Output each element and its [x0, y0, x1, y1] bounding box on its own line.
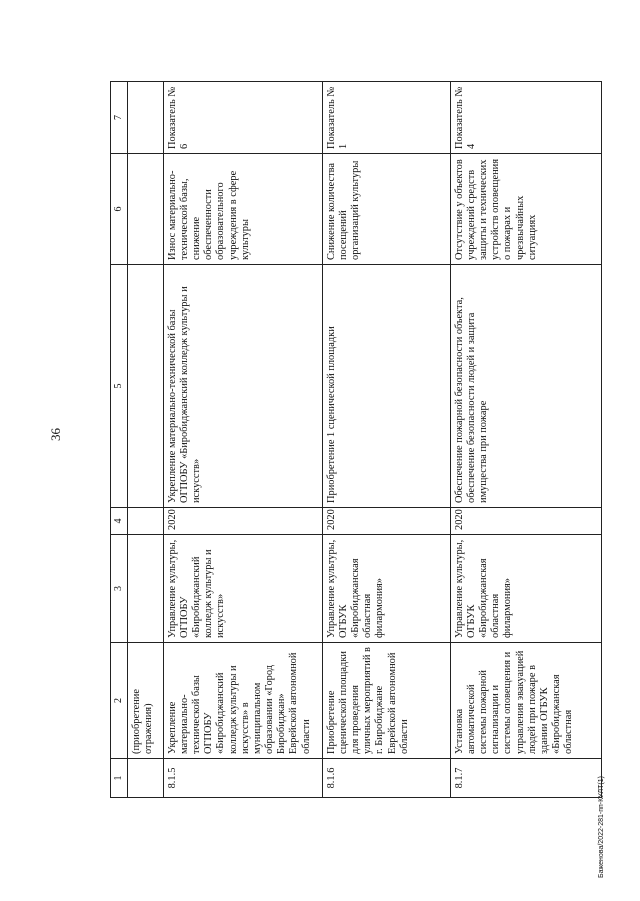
- header-row: [111, 82, 128, 798]
- consequences: Износ материально-технической базы, снижение обеспеченности образовательного учреждения в сфере культуры: [163, 154, 322, 265]
- header-cell: 7: [111, 82, 128, 154]
- continuation-row: [127, 82, 163, 798]
- header-cell: 6: [111, 154, 128, 265]
- expected-result: Укрепление материально-технической базы ОГПОБУ «Биробиджанский колледж культуры и искусств»: [163, 265, 322, 508]
- measure-name: Укрепление материально-технической базы ОГПОБУ «Биробиджанский колледж культуры и искусств» в муниципальном образовании «Город Биробиджан» Еврейской автономной области: [163, 643, 322, 759]
- indicator: Показатель № 4: [450, 82, 601, 154]
- year: 2020: [450, 508, 601, 535]
- measure-name: Приобретение сценической площадки для проведения уличных мероприятий в г. Биробиджане Еврейской автономной области: [322, 643, 450, 759]
- consequences: Отсутствие у объектов учреждений средств защиты и технических устройств оповещения о пожарах и чрезвычайных ситуациях: [450, 154, 601, 265]
- executor: Управление культуры, ОГБУК «Биробиджанская областная филармония»: [450, 535, 601, 643]
- table-row: [163, 82, 322, 798]
- rotated-table-wrapper: [110, 82, 600, 798]
- table-row: [450, 82, 601, 798]
- page-number: 36: [48, 428, 63, 441]
- executor: Управление культуры, ОГПОБУ «Биробиджанский колледж культуры и искусств»: [163, 535, 322, 643]
- program-table: [110, 81, 602, 798]
- year: 2020: [322, 508, 450, 535]
- header-cell: 3: [111, 535, 128, 643]
- table-cell: [127, 265, 163, 508]
- header-cell: 4: [111, 508, 128, 535]
- indicator: Показатель № 1: [322, 82, 450, 154]
- table-cell: [127, 154, 163, 265]
- expected-result: Обеспечение пожарной безопасности объекта, обеспечение безопасности людей и защита имущества при пожаре: [450, 265, 601, 508]
- table-cell: (приобретение отражения): [127, 643, 163, 759]
- row-number: 8.1.7: [450, 759, 601, 798]
- executor: Управление культуры, ОГБУК «Биробиджанская областная филармония»: [322, 535, 450, 643]
- row-number: 8.1.6: [322, 759, 450, 798]
- table-cell: [127, 508, 163, 535]
- header-cell: 2: [111, 643, 128, 759]
- year: 2020: [163, 508, 322, 535]
- header-cell: 5: [111, 265, 128, 508]
- expected-result: Приобретение 1 сценической площадки: [322, 265, 450, 508]
- consequences: Снижение количества посещений организаций культуры: [322, 154, 450, 265]
- measure-name: Установка автоматической системы пожарной сигнализации и системы оповещения и управления эвакуацией людей при пожаре в здании ОГБУК «Биробиджанская областная: [450, 643, 601, 759]
- table-row: [322, 82, 450, 798]
- indicator: Показатель № 6: [163, 82, 322, 154]
- header-cell: 1: [111, 759, 128, 798]
- table-cell: [127, 535, 163, 643]
- table-cell: [127, 759, 163, 798]
- document-footer: Баженова/2022-281-пп-КУЛТ(1): [598, 776, 605, 878]
- table-cell: [127, 82, 163, 154]
- row-number: 8.1.5: [163, 759, 322, 798]
